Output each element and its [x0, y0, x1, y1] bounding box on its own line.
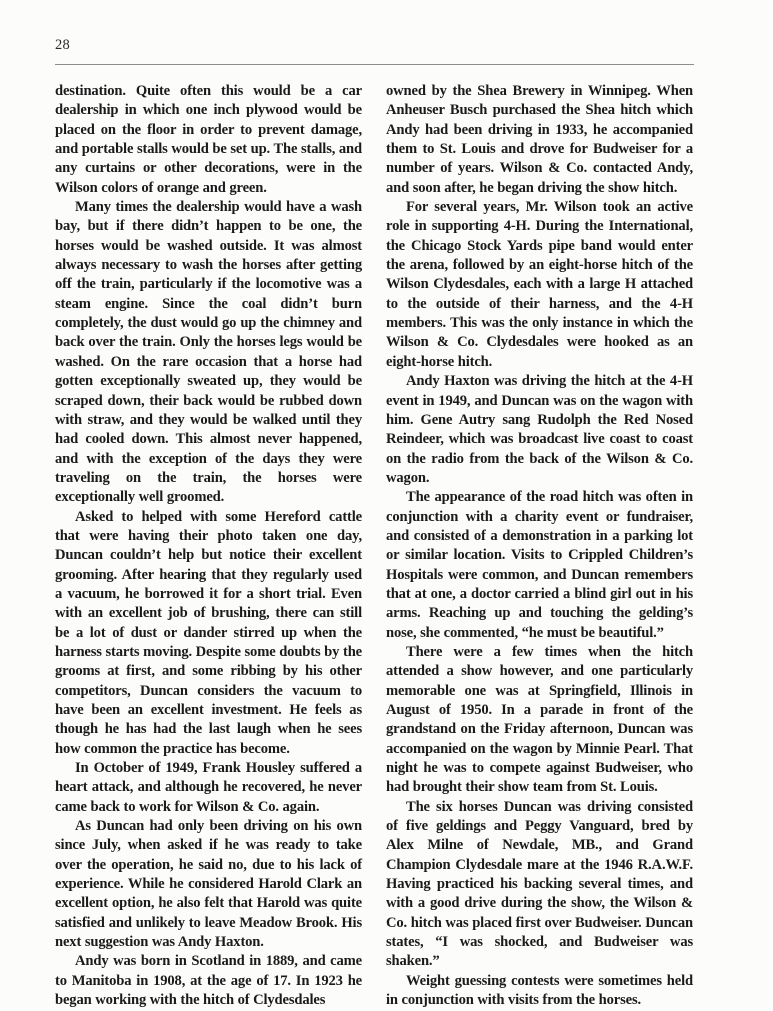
paragraph: owned by the Shea Brewery in Winnipeg. When Anheuser Busch purchased the Shea hitch which Andy had been driving in 1933, he accompanied them to St. Louis and drove for Budweiser for a number of years. Wilson & Co. contacted Andy, and soon after, he began driving the show hitch.: [386, 83, 693, 196]
paragraph: Asked to helped with some Hereford cattle that were having their photo taken one day, Duncan couldn’t help but notice their excellent grooming. After hearing that they regularly used a vacuum, he borrowed it for a short trial. Even with an excellent job of brushing, there can still be a lot of dust or dander stirred up when the harness starts moving. Despite some doubts by the grooms at first, and some ribbing by his other competitors, Duncan considers the vacuum to have been an excellent investment. He feels as though he has had the last laugh when he sees how common the practice has become.: [55, 508, 362, 757]
paragraph: The six horses Duncan was driving consisted of five geldings and Peggy Vanguard, bred by Alex Milne of Newdale, MB., and Grand Champion Clydesdale mare at the 1946 R.A.W.F. Having practiced his backing several times, and with a good drive during the show, the Wilson & Co. hitch was placed first over Budweiser. Duncan states, “I was shocked, and Budweiser was shaken.”: [386, 798, 693, 970]
paragraph: Andy Haxton was driving the hitch at the 4-H event in 1949, and Duncan was on the wagon with him. Gene Autry sang Rudolph the Red Nosed Reindeer, which was broadcast live coast to coast on the radio from the back of the Wilson & Co. wagon.: [386, 373, 693, 486]
paragraph: Andy was born in Scotland in 1889, and came to Manitoba in 1908, at the age of 17. In 1923 he began working with the hitch of Clydesdales: [55, 953, 362, 1009]
page-number: 28: [55, 37, 70, 53]
paragraph: As Duncan had only been driving on his own since July, when asked if he was ready to take over the operation, he said no, due to his lack of experience. While he considered Harold Clark an excellent option, he also felt that Harold was quite satisfied and unlikely to leave Meadow Brook. His next suggestion was Andy Haxton.: [55, 818, 362, 951]
paragraph: In October of 1949, Frank Housley suffered a heart attack, and although he recovered, he never came back to work for Wilson & Co. again.: [55, 760, 362, 815]
header-divider: [55, 64, 694, 65]
left-text-column: [55, 82, 362, 1009]
paragraph: The appearance of the road hitch was often in conjunction with a charity event or fundraiser, and consisted of a demonstration in a parking lot or similar location. Visits to Crippled Children’s Hospitals were common, and Duncan remembers that at one, a doctor carried a blind girl out in his arms. Reaching up and touching the gelding’s nose, she commented, “he must be beautiful.”: [386, 489, 693, 641]
paragraph: For several years, Mr. Wilson took an active role in supporting 4-H. During the International, the Chicago Stock Yards pipe band would enter the arena, followed by an eight-horse hitch of the Wilson Clydesdales, each with a large H attached to the outside of their harness, and the 4-H members. This was the only instance in which the Wilson & Co. Clydesdales were hooked as an eight-horse hitch.: [386, 199, 693, 370]
paragraph: Many times the dealership would have a wash bay, but if there didn’t happen to be one, the horses would be washed outside. It was almost always necessary to wash the horses after getting off the train, particularly if the locomotive was a steam engine. Since the coal didn’t burn completely, the dust would go up the chimney and back over the train. Only the horses legs would be washed. On the rare occasion that a horse had gotten exceptionally sweated up, they would be scraped down, their back would be rubbed down with straw, and they would be walked until they had cooled down. This almost never happened, and with the exception of the days they were traveling on the train, the horses were exceptionally well groomed.: [55, 199, 362, 506]
paragraph: There were a few times when the hitch attended a show however, and one particularly memorable one was at Springfield, Illinois in August of 1950. In a parade in front of the grandstand on the Friday afternoon, Duncan was accompanied on the wagon by Minnie Pearl. That night he was to compete against Budweiser, who had brought their show team from St. Louis.: [386, 643, 693, 796]
right-text-column: [386, 82, 693, 1009]
page-header: [55, 38, 694, 65]
two-column-body: [55, 82, 694, 1009]
paragraph: destination. Quite often this would be a car dealership in which one inch plywood would be placed on the floor in order to prevent damage, and portable stalls would be set up. The stalls, and any curtains or other decorations, were in the Wilson colors of orange and green.: [55, 83, 362, 196]
paragraph: Weight guessing contests were sometimes held in conjunction with visits from the horses.: [386, 972, 693, 1009]
